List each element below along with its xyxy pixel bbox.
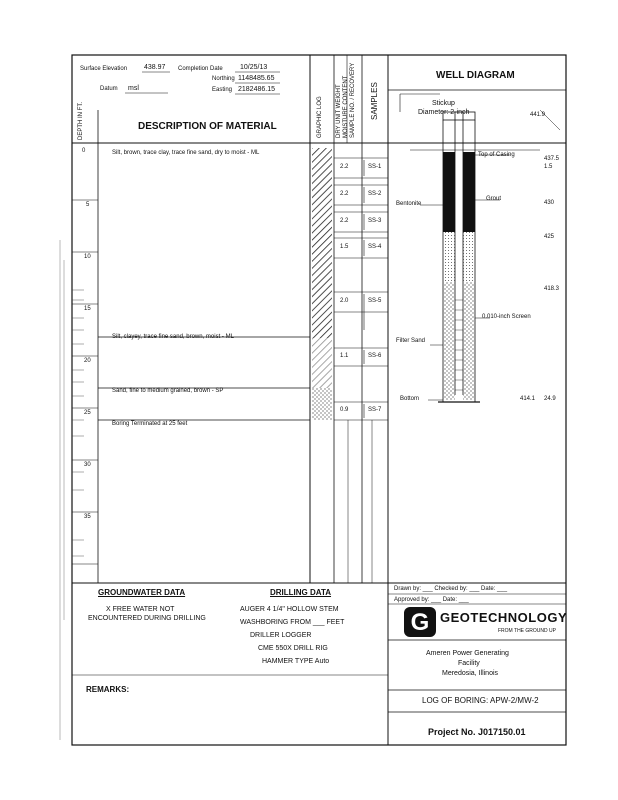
- bentonite-label: Bentonite: [396, 201, 422, 207]
- stickup-label: Stickup: [432, 100, 455, 107]
- material-description: Silt, brown, trace clay, trace fine sand, dry to moist - ML: [112, 150, 260, 156]
- groundwater-line: ENCOUNTERED DURING DRILLING: [88, 615, 206, 622]
- sample-recovery-header: SAMPLE NO. / RECOVERY: [350, 62, 356, 138]
- well-elevation-value: 430: [544, 200, 555, 206]
- project-number: Project No. J017150.01: [428, 727, 526, 737]
- sample-number: SS-2: [368, 191, 382, 197]
- groundwater-line: X FREE WATER NOT: [106, 606, 175, 613]
- datum-label: Datum: [100, 86, 118, 92]
- well-elevation-value: 418.3: [544, 286, 560, 292]
- moisture-content-header: MOISTURE CONTENT: [343, 75, 349, 138]
- groundwater-title: GROUNDWATER DATA: [98, 588, 186, 597]
- drawn-by: Drawn by: ___ Checked by: ___ Date: ___: [394, 586, 508, 592]
- top-of-casing-label: Top of Casing: [478, 152, 515, 158]
- graphic-log-header: GRAPHIC LOG: [317, 96, 323, 138]
- approved-by: Approved by: ___ Date: ___: [394, 597, 469, 603]
- northing-label: Northing: [212, 76, 235, 82]
- well-elevation-value: 437.5: [544, 156, 560, 162]
- sample-number: SS-1: [368, 164, 382, 170]
- well-elevation-value: 425: [544, 234, 555, 240]
- screen-label: 0.010-inch Screen: [482, 314, 531, 320]
- sample-recovery: 2.0: [340, 298, 349, 304]
- sample-recovery: 0.9: [340, 407, 349, 413]
- drilling-line: CME 550X DRILL RIG: [258, 645, 328, 652]
- description-title: DESCRIPTION OF MATERIAL: [138, 121, 277, 132]
- sample-recovery: 2.2: [340, 218, 349, 224]
- drilling-title: DRILLING DATA: [270, 588, 332, 597]
- well-depth-value: 1.5: [544, 164, 553, 170]
- company-tagline: FROM THE GROUND UP: [498, 628, 556, 634]
- sample-recovery: 2.2: [340, 191, 349, 197]
- sample-number: SS-6: [368, 353, 382, 359]
- bottom-label: Bottom: [400, 396, 420, 402]
- grout-label: Grout: [486, 196, 502, 202]
- sample-recovery: 1.5: [340, 244, 349, 250]
- remarks-label: REMARKS:: [86, 685, 130, 694]
- depth-tick: 15: [84, 306, 91, 312]
- well-elevation-value: 441.9: [530, 112, 546, 118]
- northing-value: 1148485.65: [238, 75, 275, 82]
- svg-text:G: G: [410, 609, 430, 636]
- samples-header: SAMPLES: [370, 82, 379, 120]
- material-description: Boring Terminated at 25 feet: [112, 421, 188, 427]
- surface-elevation-value: 438.97: [144, 64, 166, 71]
- datum-value: msl: [128, 85, 139, 92]
- sample-number: SS-3: [368, 218, 382, 224]
- filter-sand-label: Filter Sand: [396, 338, 426, 344]
- well-elevation-value: 414.1: [520, 396, 536, 402]
- diameter-label: Diameter: 2-inch: [418, 109, 470, 116]
- sample-recovery: 2.2: [340, 164, 349, 170]
- material-description: Silt, clayey, trace fine sand, brown, moist - ML: [112, 334, 234, 340]
- depth-tick: 10: [84, 254, 91, 260]
- sample-recovery: 1.1: [340, 353, 349, 359]
- client-line: Facility: [458, 660, 480, 667]
- dry-unit-weight-header: DRY UNIT WEIGHT: [336, 84, 342, 138]
- easting-label: Easting: [212, 87, 233, 93]
- geotechnology-logo: [404, 607, 436, 637]
- depth-column-header: DEPTH IN FT.: [78, 101, 84, 140]
- depth-tick: 5: [86, 202, 90, 208]
- easting-value: 2182486.15: [238, 86, 275, 93]
- depth-tick: 25: [84, 410, 91, 416]
- depth-tick: 30: [84, 462, 91, 468]
- client-line: Meredosia, Illinois: [442, 670, 499, 677]
- sample-number: SS-7: [368, 407, 382, 413]
- well-depth-value: 24.9: [544, 396, 556, 402]
- drilling-line: AUGER 4 1/4" HOLLOW STEM: [240, 606, 339, 613]
- drilling-line: WASHBORING FROM ___ FEET: [240, 619, 345, 626]
- depth-tick: 0: [82, 148, 86, 154]
- depth-tick: 35: [84, 514, 91, 520]
- company-name: GEOTECHNOLOGY: [440, 610, 568, 625]
- material-description: Sand, fine to medium grained, brown - SP: [112, 388, 224, 394]
- depth-tick: 20: [84, 358, 91, 364]
- drilling-line: HAMMER TYPE Auto: [262, 658, 330, 665]
- drilling-line: DRILLER LOGGER: [250, 632, 312, 639]
- client-line: Ameren Power Generating: [426, 650, 509, 657]
- sample-number: SS-5: [368, 298, 382, 304]
- surface-elevation-label: Surface Elevation: [80, 66, 128, 72]
- completion-date-label: Completion Date: [178, 66, 223, 72]
- sample-number: SS-4: [368, 244, 382, 250]
- log-title: LOG OF BORING: APW-2/MW-2: [422, 696, 539, 705]
- well-diagram-title: WELL DIAGRAM: [436, 70, 515, 81]
- completion-date-value: 10/25/13: [240, 64, 268, 71]
